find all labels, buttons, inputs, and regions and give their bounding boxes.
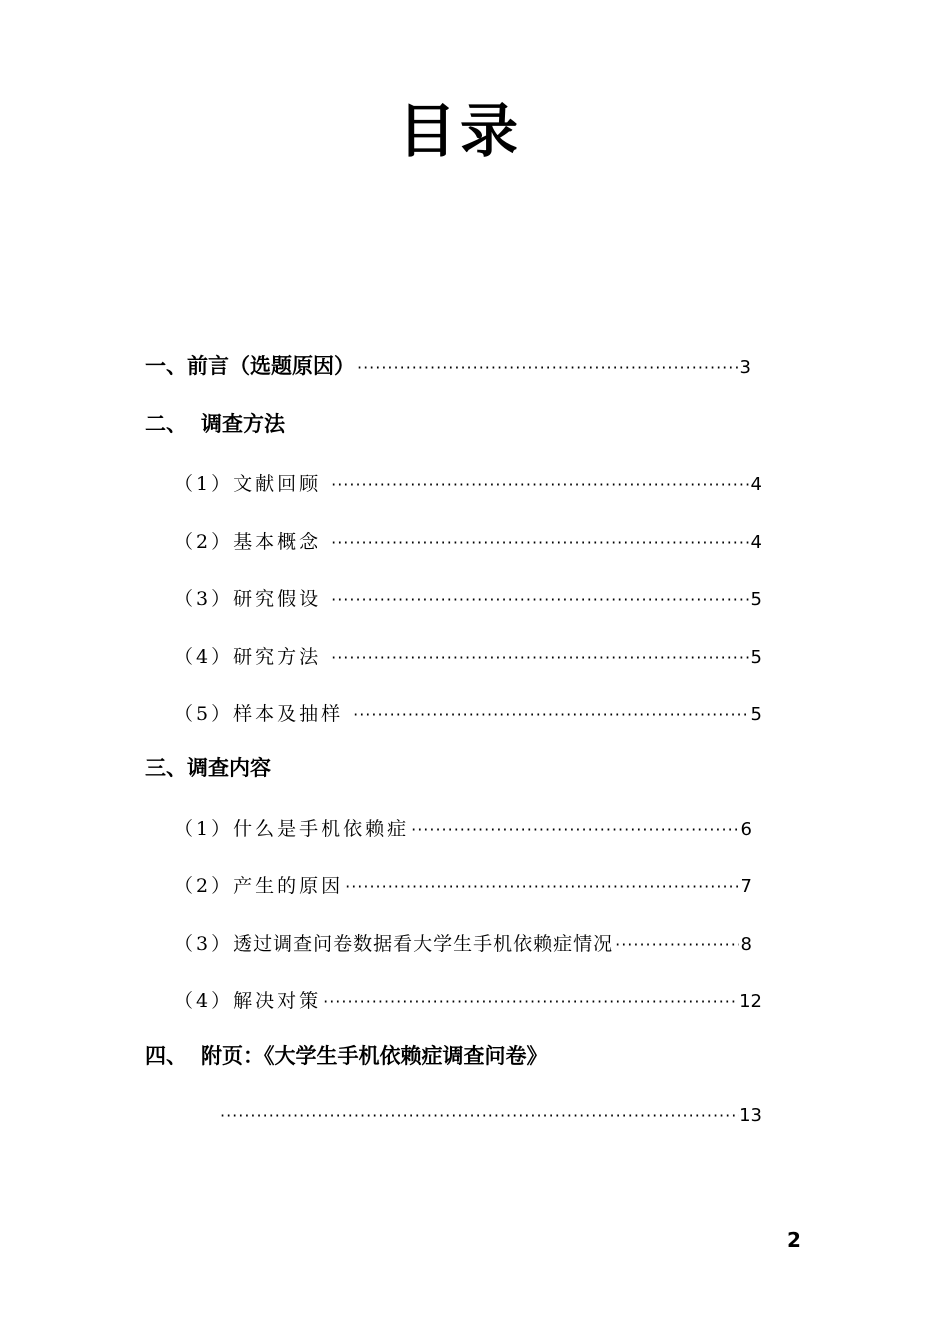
toc-entry-number: （3）: [174, 933, 234, 955]
toc-entry-label: 研究方法: [233, 646, 322, 668]
toc-entry-sampling[interactable]: [174, 699, 762, 729]
toc-entry-label: 三、调查内容: [145, 756, 271, 780]
toc-leader-dots: [331, 585, 748, 615]
toc-entry-page: 5: [750, 704, 762, 725]
toc-entry-research-method[interactable]: [174, 642, 762, 672]
toc-entry-number: （3）: [174, 588, 234, 610]
toc-entry-number: （4）: [174, 646, 234, 668]
toc-entry-causes[interactable]: [174, 871, 752, 901]
toc-entry-label: 文献回顾: [233, 473, 322, 495]
toc-entry-label: 基本概念: [233, 531, 322, 553]
toc-entry-basic-concepts[interactable]: [174, 527, 762, 557]
toc-entry-label: 前言（选题原因）: [187, 354, 355, 378]
toc-entry-number: （2）: [174, 531, 234, 553]
toc-entry-appendix-continuation[interactable]: [220, 1101, 762, 1131]
toc-entry-number: 一、: [145, 354, 187, 378]
toc-entry-page: 12: [739, 991, 762, 1012]
toc-entry-number: 二、: [145, 412, 187, 436]
toc-entry-label: 研究假设: [233, 588, 322, 610]
toc-entry-solutions[interactable]: [174, 986, 762, 1016]
toc-entry-page: 3: [739, 357, 751, 378]
toc-entry-label: 附页：《大学生手机依赖症调查问卷》: [201, 1044, 548, 1068]
toc-entry-page: 4: [750, 474, 762, 495]
toc-entry-label: 调查方法: [201, 412, 285, 436]
toc-entry-number: （5）: [174, 703, 234, 725]
toc-leader-dots: [331, 528, 748, 558]
toc-entry-number: （1）: [174, 818, 234, 840]
toc-entry-page: 4: [750, 532, 762, 553]
toc-entry-number: （4）: [174, 990, 234, 1012]
toc-entry-number: （1）: [174, 473, 234, 495]
toc-entry-survey-method[interactable]: [145, 409, 545, 439]
toc-entry-appendix[interactable]: [145, 1041, 705, 1071]
toc-leader-dots: [220, 1101, 739, 1131]
toc-leader-dots: [323, 987, 737, 1017]
toc-entry-literature-review[interactable]: [174, 469, 762, 499]
toc-entry-page: 7: [740, 876, 752, 897]
toc-entry-what-is-dependency[interactable]: [174, 814, 752, 844]
toc-entry-page: 5: [750, 589, 762, 610]
toc-entry-label: 透过调查问卷数据看大学生手机依赖症情况: [233, 933, 614, 955]
toc-leader-dots: [331, 643, 748, 673]
toc-entry-label: 解决对策: [233, 990, 322, 1012]
page-title: 目录: [397, 97, 522, 165]
toc-entry-page: 13: [739, 1105, 762, 1126]
toc-leader-dots: [411, 815, 738, 845]
toc-entry-label: 什么是手机依赖症: [233, 818, 410, 840]
toc-entry-survey-content[interactable]: [145, 753, 545, 783]
toc-entry-label: 产生的原因: [233, 875, 344, 897]
toc-entry-label: 样本及抽样: [233, 703, 344, 725]
toc-entry-number: 四、: [145, 1044, 187, 1068]
page-number: 2: [787, 1228, 801, 1252]
toc-entry-page: 8: [740, 934, 752, 955]
toc-leader-dots: [615, 930, 738, 960]
toc-entry-research-hypothesis[interactable]: [174, 584, 762, 614]
toc-entry-page: 5: [750, 647, 762, 668]
toc-entry-preface[interactable]: [145, 351, 751, 381]
toc-entry-survey-data[interactable]: [174, 929, 752, 959]
toc-leader-dots: [353, 700, 748, 730]
toc-entry-page: 6: [740, 819, 752, 840]
toc-entry-number: （2）: [174, 875, 234, 897]
toc-leader-dots: [357, 353, 738, 383]
toc-leader-dots: [331, 470, 748, 500]
toc-leader-dots: [345, 872, 738, 902]
